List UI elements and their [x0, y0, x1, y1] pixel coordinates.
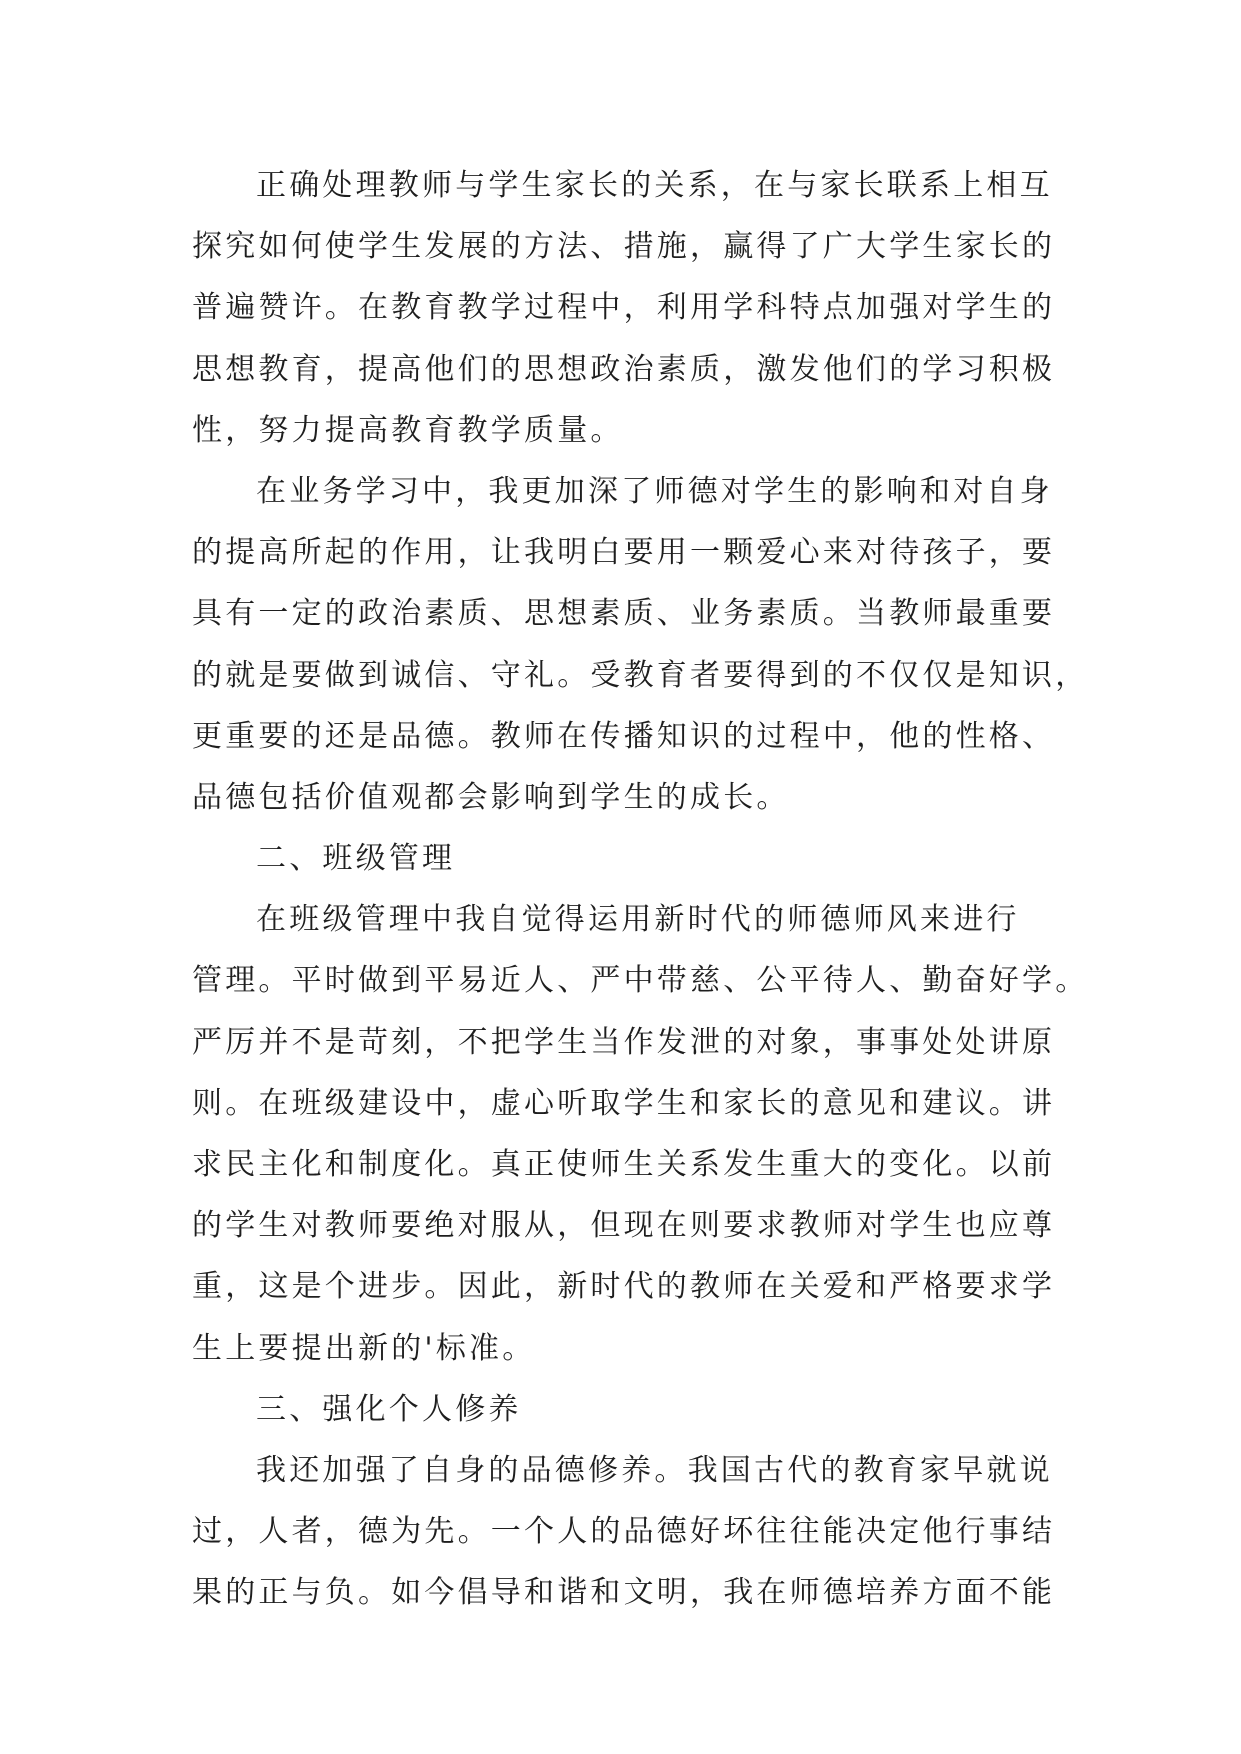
- text-line: 具有一定的政治素质、思想素质、业务素质。当教师最重要: [192, 596, 1056, 632]
- text-line: 的学生对教师要绝对服从，但现在则要求教师对学生也应尊: [192, 1208, 1056, 1244]
- document-body: [192, 155, 1089, 1624]
- section-heading-class-management: 二、班级管理: [256, 841, 456, 877]
- text-line: 过，人者，德为先。一个人的品德好坏往往能决定他行事结: [192, 1514, 1056, 1550]
- text-line: 的提高所起的作用，让我明白要用一颗爱心来对待孩子，要: [192, 535, 1056, 571]
- text-line: 品德包括价值观都会影响到学生的成长。: [192, 779, 790, 815]
- text-line: 正确处理教师与学生家长的关系，在与家长联系上相互: [256, 168, 1053, 203]
- text-line: 普遍赞许。在教育教学过程中，利用学科特点加强对学生的: [192, 290, 1056, 326]
- text-line: 在班级管理中我自觉得运用新时代的师德师风来进行: [256, 902, 1020, 938]
- text-line: 则。在班级建设中，虚心听取学生和家长的意见和建议。讲: [192, 1085, 1056, 1121]
- text-line: 果的正与负。如今倡导和谐和文明，我在师德培养方面不能: [192, 1575, 1056, 1611]
- text-line: 管理。平时做到平易近人、严中带慈、公平待人、勤奋好学。: [192, 963, 1089, 999]
- text-line: 在业务学习中，我更加深了师德对学生的影响和对自身: [256, 473, 1053, 509]
- text-line: 性，努力提高教育教学质量。: [192, 412, 624, 448]
- text-line: 重，这是个进步。因此，新时代的教师在关爱和严格要求学: [192, 1269, 1056, 1305]
- text-line: 我还加强了自身的品德修养。我国古代的教育家早就说: [256, 1452, 1053, 1488]
- text-line: 的就是要做到诚信、守礼。受教育者要得到的不仅仅是知识，: [192, 657, 1089, 693]
- text-line: 生上要提出新的'标准。: [192, 1330, 536, 1366]
- text-line: 更重要的还是品德。教师在传播知识的过程中，他的性格、: [192, 718, 1056, 754]
- section-heading-personal-cultivation: 三、强化个人修养: [256, 1391, 522, 1427]
- text-line: 思想教育，提高他们的思想政治素质，激发他们的学习积极: [192, 351, 1056, 387]
- text-line: 求民主化和制度化。真正使师生关系发生重大的变化。以前: [192, 1147, 1056, 1182]
- text-line: 严厉并不是苛刻，不把学生当作发泄的对象，事事处处讲原: [192, 1024, 1056, 1060]
- text-line: 探究如何使学生发展的方法、措施，赢得了广大学生家长的: [192, 229, 1056, 265]
